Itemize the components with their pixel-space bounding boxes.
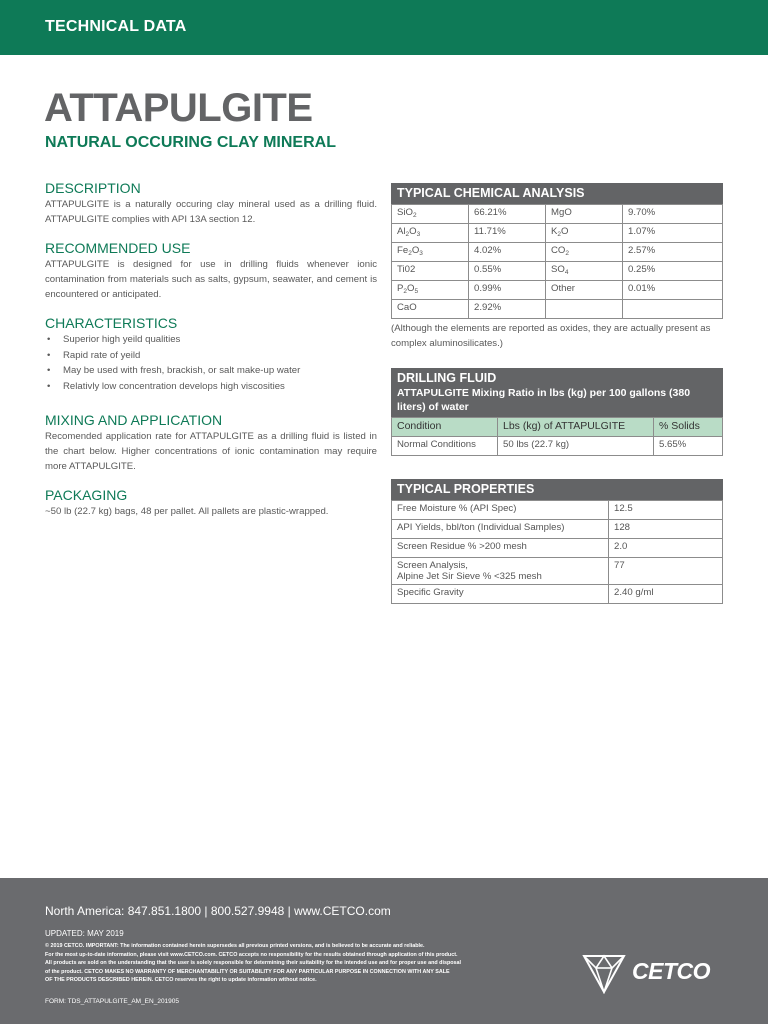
- table-cell: $Al_2O_3$: [392, 224, 469, 243]
- column-header: Lbs (kg) of ATTAPULGITE: [498, 418, 654, 437]
- table-cell: 0.25%: [623, 262, 723, 281]
- footer-contact: North America: 847.851.1800 | 800.527.9948 | www.CETCO.com: [45, 904, 391, 918]
- typical-properties-grid: [391, 500, 723, 604]
- chemical-analysis-grid: [391, 204, 723, 319]
- table-cell: Normal Conditions: [392, 437, 498, 456]
- description-text: ATTAPULGITE is a naturally occuring clay mineral used as a drilling fluid. ATTAPULGITE complies with API 13A section 12.: [45, 199, 377, 225]
- chemical-analysis-title: TYPICAL CHEMICAL ANALYSIS: [391, 183, 723, 204]
- top-banner: [0, 0, 768, 55]
- drilling-fluid-header: [391, 368, 723, 417]
- product-subtitle: NATURAL OCCURING CLAY MINERAL: [45, 134, 336, 151]
- table-cell: 11.71%: [469, 224, 546, 243]
- footer-updated: UPDATED: MAY 2019: [45, 929, 124, 938]
- table-cell: $K_2O$: [546, 224, 623, 243]
- table-row: [392, 437, 723, 456]
- property-value: 2.0: [609, 539, 723, 558]
- footer: [0, 878, 768, 1024]
- column-header: Condition: [392, 418, 498, 437]
- table-cell: [623, 300, 723, 319]
- table-cell: $Fe_2O_3$: [392, 243, 469, 262]
- document-type-label: TECHNICAL DATA: [45, 18, 187, 35]
- table-row: [392, 243, 723, 262]
- list-item: • Rapid rate of yeild: [47, 349, 141, 361]
- table-cell: 9.70%: [623, 205, 723, 224]
- footer-form-code: FORM: TDS_ATTAPULGITE_AM_EN_201905: [45, 998, 180, 1005]
- chemical-analysis-note: (Although the elements are reported as oxides, they are actually present as complex aluminosilicates.): [391, 323, 711, 349]
- property-label: Screen Residue % >200 mesh: [392, 539, 609, 558]
- characteristics-list: [45, 332, 377, 394]
- table-cell: Other: [546, 281, 623, 300]
- table-cell: MgO: [546, 205, 623, 224]
- packaging-heading: PACKAGING: [45, 487, 128, 503]
- property-value: 12.5: [609, 501, 723, 520]
- drilling-fluid-table: [391, 368, 723, 456]
- recommended-use-text: ATTAPULGITE is designed for use in drilling fluids whenever ionic contamination from materials such as salts, gypsum, seawater, and cement is encountered or anticipated.: [45, 259, 377, 300]
- column-header: % Solids: [654, 418, 723, 437]
- legal-line: © 2019 CETCO. IMPORTANT: The information contained herein supersedes all previous printed versions, and is believed to be accurate and reliable.: [45, 943, 425, 949]
- table-cell: 5.65%: [654, 437, 723, 456]
- description-section: [45, 180, 377, 227]
- packaging-text: ~50 lb (22.7 kg) bags, 48 per pallet. All pallets are plastic-wrapped.: [45, 506, 329, 517]
- table-cell: 2.92%: [469, 300, 546, 319]
- footer-legal: [45, 942, 565, 985]
- legal-line: of the product. CETCO MAKES NO WARRANTY OF MERCHANTABILITY OR SUITABILITY FOR ANY PARTICULAR PURPOSE IN CONNECTION WITH ANY SALE: [45, 968, 450, 975]
- mixing-section: [45, 412, 377, 474]
- table-cell: [546, 300, 623, 319]
- list-item: • Relativly low concentration develops high viscosities: [47, 380, 285, 392]
- table-row: [392, 558, 723, 585]
- list-item: • May be used with fresh, brackish, or salt make-up water: [47, 365, 301, 376]
- product-title: ATTAPULGITE: [44, 86, 313, 130]
- chemical-analysis-table: [391, 183, 723, 319]
- recommended-use-heading: RECOMMENDED USE: [45, 240, 191, 256]
- table-cell: 0.99%: [469, 281, 546, 300]
- table-cell: 2.57%: [623, 243, 723, 262]
- table-row: [392, 585, 723, 604]
- drilling-fluid-grid: [391, 417, 723, 456]
- table-cell: $P_2O_5$: [392, 281, 469, 300]
- characteristics-heading: CHARACTERISTICS: [45, 315, 178, 331]
- typical-properties-table: [391, 479, 723, 604]
- description-heading: DESCRIPTION: [45, 180, 141, 196]
- property-label: Screen Analysis, Alpine Jet Sir Sieve % <325 mesh: [392, 558, 609, 585]
- table-row: [392, 262, 723, 281]
- table-row: [392, 501, 723, 520]
- table-row: [392, 300, 723, 319]
- mixing-text: Recomended application rate for ATTAPULGITE as a drilling fluid is listed in the chart below. Higher concentrations of ionic contamination may require more ATTAPULGITE.: [45, 431, 377, 472]
- typical-properties-title: TYPICAL PROPERTIES: [391, 479, 723, 500]
- table-cell: 0.01%: [623, 281, 723, 300]
- table-cell: $CO_2$: [546, 243, 623, 262]
- property-label: Free Moisture % (API Spec): [392, 501, 609, 520]
- property-label: API Yields, bbl/ton (Individual Samples): [392, 520, 609, 539]
- table-cell: 50 lbs (22.7 kg): [498, 437, 654, 456]
- drilling-fluid-title: DRILLING FLUID: [397, 371, 497, 385]
- drilling-fluid-subtitle: ATTAPULGITE Mixing Ratio in lbs (kg) per 100 gallons (380 liters) of water: [397, 387, 691, 413]
- table-row: [392, 281, 723, 300]
- legal-line: OF THE PRODUCTS DESCRIBED HEREIN. CETCO reserves the right to update information without notice.: [45, 977, 317, 984]
- table-header-row: [392, 418, 723, 437]
- legal-line: All products are sold on the understanding that the user is solely responsible for determining their suitability for the intended use and for proper use and disposal: [45, 960, 462, 967]
- legal-line: For the most up-to-date information, please visit www.CETCO.com. CETCO accepts no responsibility for the results obtained through application of this product.: [45, 951, 458, 958]
- left-column: [45, 180, 377, 532]
- table-cell: 1.07%: [623, 224, 723, 243]
- table-cell: SiO$_2$: [392, 205, 469, 224]
- table-cell: 4.02%: [469, 243, 546, 262]
- table-cell: Ti02: [392, 262, 469, 281]
- table-row: [392, 520, 723, 539]
- mixing-heading: MIXING AND APPLICATION: [45, 412, 223, 428]
- list-item: • Superior high yeild qualities: [47, 334, 181, 345]
- characteristics-section: [45, 315, 377, 394]
- recommended-use-section: [45, 240, 377, 302]
- property-value: 2.40 g/ml: [609, 585, 723, 604]
- table-cell: $SO_4$: [546, 262, 623, 281]
- table-row: [392, 539, 723, 558]
- table-cell: 66.21%: [469, 205, 546, 224]
- table-row: [392, 205, 723, 224]
- table-cell: 0.55%: [469, 262, 546, 281]
- table-row: [392, 224, 723, 243]
- cetco-logo-mark: [582, 948, 626, 994]
- property-value: 77: [609, 558, 723, 585]
- table-cell: CaO: [392, 300, 469, 319]
- packaging-section: [45, 487, 377, 519]
- property-value: 128: [609, 520, 723, 539]
- cetco-logo-text: CETCO: [632, 958, 710, 984]
- property-label: Specific Gravity: [392, 585, 609, 604]
